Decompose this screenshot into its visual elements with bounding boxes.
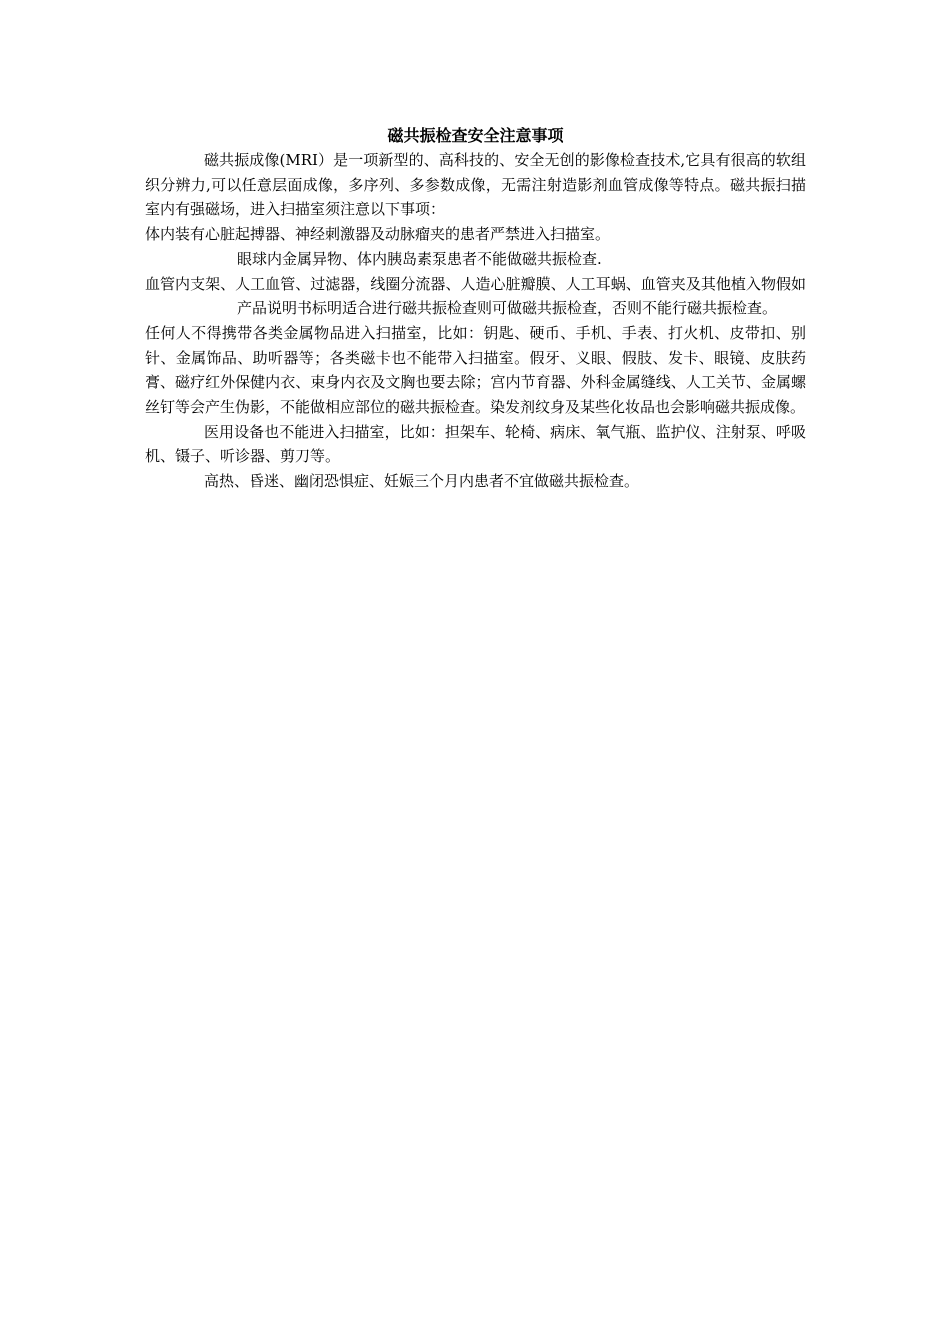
- document-body: [145, 124, 806, 494]
- pacemaker-warning-paragraph: 体内装有心脏起搏器、神经刺激器及动脉瘤夹的患者严禁进入扫描室。: [145, 225, 611, 244]
- medical-equipment-paragraph: 医用设备也不能进入扫描室，比如：担架车、轮椅、病床、氧气瓶、监护仪、注射泵、呼吸机、镊子、听诊器、剪刀等。: [145, 422, 806, 466]
- implant-paragraph: 血管内支架、人工血管、过滤器，线圈分流器、人造心脏瓣膜、人工耳蜗、血管夹及其他植入物假如产品说明书标明适合进行磁共振检查则可做磁共振检查，否则不能行磁共振检查。: [145, 274, 806, 318]
- contraindication-paragraph: 高热、昏迷、幽闭恐惧症、妊娠三个月内患者不宜做磁共振检查。: [204, 472, 640, 491]
- document-title: 磁共振检查安全注意事项: [387, 126, 564, 145]
- intro-paragraph: 磁共振成像(MRI）是一项新型的、高科技的、安全无创的影像检查技术,它具有很高的软组织分辨力,可以任意层面成像，多序列、多参数成像，无需注射造影剂血管成像等特点。磁共振扫描室内有强磁场，进入扫描室须注意以下事项：: [145, 151, 806, 219]
- metal-items-paragraph: 任何人不得携带各类金属物品进入扫描室，比如：钥匙、硬币、手机、手表、打火机、皮带扣、别针、金属饰品、助听器等；各类磁卡也不能带入扫描室。假牙、义眼、假肢、发卡、眼镜、皮肤药膏、磁疗红外保健内衣、束身内衣及文胸也要去除；宫内节育器、外科金属缝线、人工关节、金属螺丝钉等会产生伪影，不能做相应部位的磁共振检查。染发剂纹身及某些化妆品也会影响磁共振成像。: [145, 323, 806, 417]
- eye-foreign-body-paragraph: 眼球内金属异物、体内胰岛素泵患者不能做磁共振检查.: [237, 249, 602, 268]
